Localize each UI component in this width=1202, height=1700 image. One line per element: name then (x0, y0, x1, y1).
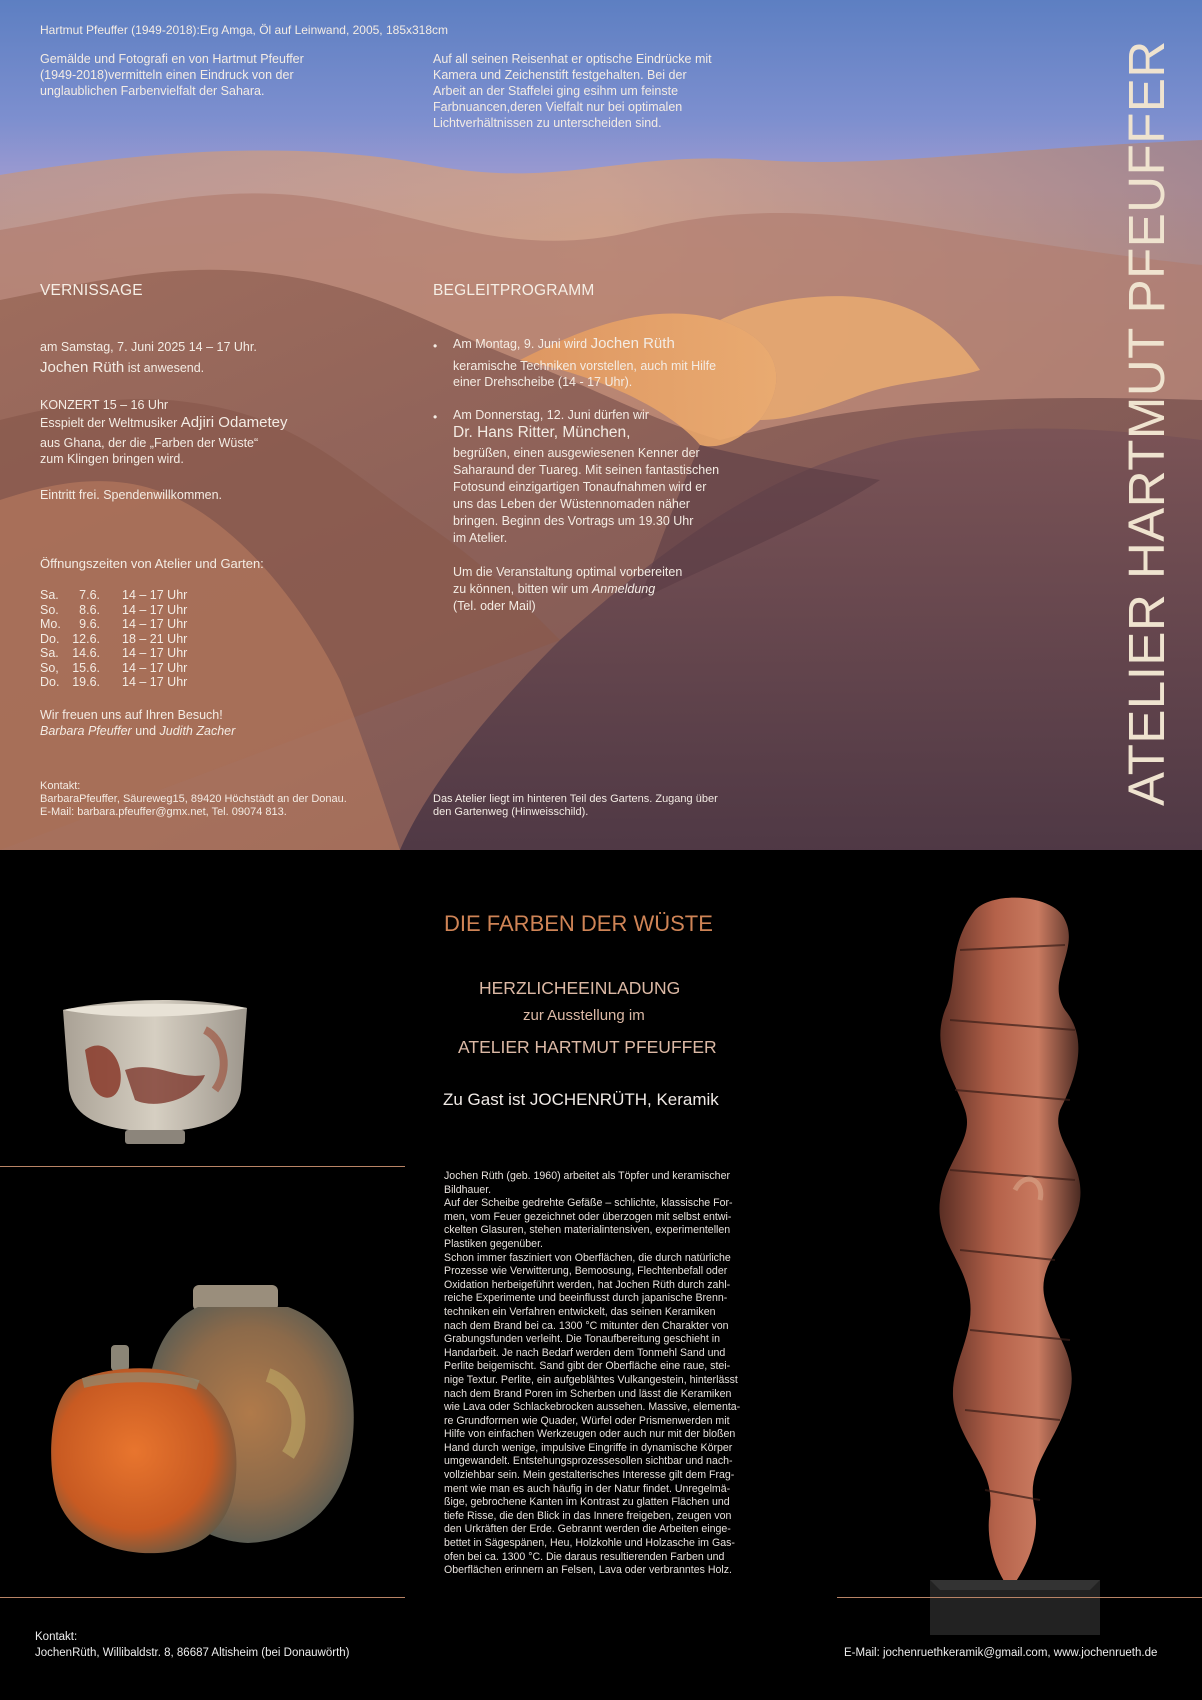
hours-date: 14.6. (72, 646, 100, 660)
bullet: • (433, 339, 438, 353)
opening-hours-row (40, 675, 187, 690)
hours-day: Sa. (40, 588, 59, 602)
hours-day: So. (40, 602, 59, 617)
divider-line (837, 1597, 1202, 1598)
vertical-atelier-title: ATELIER HARTMUT PFEUFFER (1118, 40, 1175, 806)
hours-time: 14 – 17 Uhr (122, 660, 188, 675)
hours-time: 14 – 17 Uhr (122, 602, 188, 617)
invitation-panel (0, 850, 1202, 1700)
divider-line (0, 1166, 405, 1167)
signature (40, 724, 235, 739)
biography-line: Prozesse wie Verwitterung, Bemoosung, Flechtenbefall oder (444, 1265, 728, 1278)
opening-hours-row (40, 632, 187, 647)
invitation-subline: zur Ausstellung im (523, 1007, 645, 1024)
program-artist-name: Jochen Rüth (590, 335, 675, 352)
bullet: • (433, 410, 438, 424)
hours-time: 18 – 21 Uhr (122, 631, 188, 646)
biography-line: Perlite beigemischt. Sand gibt der Oberfläche eine raue, stei- (444, 1360, 731, 1373)
vernissage-date: am Samstag, 7. Juni 2025 14 – 17 Uhr. (40, 340, 257, 354)
biography-line: ment wie man es auch häufig in der Natur findet. Unregelmä- (444, 1482, 731, 1495)
program-item-1-line: keramische Techniken vorstellen, auch mit Hilfe (453, 359, 717, 373)
tea-bowl-image (55, 990, 255, 1155)
biography-line: Auf der Scheibe gedrehte Gefäße – schlichte, klassische For- (444, 1197, 733, 1210)
hours-time: 14 – 17 Uhr (122, 646, 188, 660)
exhibition-title: DIE FARBEN DER WÜSTE (444, 911, 713, 936)
biography-line: Handarbeit. Je nach Bedarf werden dem Tonmehl Sand und (444, 1346, 726, 1359)
hours-date: 15.6. (72, 660, 100, 675)
concert-line: zum Klingen bringen wird. (40, 452, 184, 466)
biography-line: Jochen Rüth (geb. 1960) arbeitet als Töpfer und keramischer (444, 1170, 730, 1182)
location-note: Das Atelier liegt im hinteren Teil des Gartens. Zugang über (433, 793, 718, 805)
contact-line: E-Mail: barbara.pfeuffer@gmx.net, Tel. 09074 813. (40, 806, 287, 818)
entry-note: Eintritt frei. Spendenwillkommen. (40, 488, 223, 502)
biography-line: Hand durch wenige, impulsive Eingriffe in dynamische Körper (444, 1441, 733, 1454)
concert-line: aus Ghana, der die „Farben der Wüste“ (40, 436, 259, 450)
registration-note (453, 582, 655, 597)
hours-time: 14 – 17 Uhr (122, 588, 188, 602)
artist-biography (444, 1170, 774, 1578)
registration-note-text: zu können, bitten wir um (453, 582, 592, 596)
artist-present (40, 361, 204, 376)
contact-line: Kontakt: (40, 780, 81, 792)
program-item-2-line: Saharaund der Tuareg. Mit seinen fantastischen (453, 463, 720, 477)
intro-right-line: Lichtverhältnissen zu unterscheiden sind. (433, 116, 662, 130)
biography-line: reiche Experimente und beeinflusst durch japanische Brenn- (444, 1292, 728, 1305)
biography-line: ofen bei ca. 1300 °C. Die daraus resultierenden Farben und (444, 1550, 725, 1563)
email-website: E-Mail: jochenruethkeramik@gmail.com, www.jochenrueth.de (844, 1647, 1158, 1659)
contact-line: JochenRüth, Willibaldstr. 8, 86687 Altisheim (bei Donauwörth) (35, 1647, 350, 1659)
signature-and: und (131, 724, 160, 738)
hours-time: 14 – 17 Uhr (122, 675, 188, 689)
intro-left-line: unglaublichen Farbenvielfalt der Sahara. (40, 84, 265, 98)
atelier-name: ATELIER HARTMUT PFEUFFER (458, 1037, 717, 1057)
signer-name: Judith Zacher (159, 724, 236, 738)
concert-prefix: Esspielt der Weltmusiker (40, 416, 181, 430)
intro-right-line: Arbeit an der Staffelei ging esihm um feinste (433, 84, 679, 98)
hours-day: Do. (40, 631, 60, 646)
musician-name: Adjiri Odametey (180, 414, 288, 431)
concert-time: KONZERT 15 – 16 Uhr (40, 398, 169, 412)
program-item-2-line: bringen. Beginn des Vortrags um 19.30 Uhr (453, 514, 694, 528)
program-item-1-line: einer Drehscheibe (14 - 17 Uhr). (453, 375, 633, 389)
hours-day: Do. (40, 675, 60, 689)
biography-line: Grabungsfunden verleiht. Die Tonaufbereitung geschieht in (444, 1333, 721, 1346)
hours-day: Sa. (40, 646, 59, 660)
greeting: Wir freuen uns auf Ihren Besuch! (40, 708, 223, 722)
location-note: den Gartenweg (Hinweisschild). (433, 806, 589, 818)
biography-line: men, vom Feuer gezeichnet oder überzogen mit selbst entwi- (444, 1210, 732, 1223)
intro-right-line: Kamera und Zeichenstift festgehalten. Bei der (433, 68, 687, 82)
hours-day: Mo. (40, 617, 61, 631)
biography-line: Oxidation herbeigeführt werden, hat Jochen Rüth durch zahl- (444, 1278, 731, 1291)
artist-present-suffix: ist anwesend. (124, 361, 205, 375)
vernissage-heading: VERNISSAGE (40, 282, 143, 299)
opening-hours-row (40, 617, 187, 632)
biography-line: nige Textur. Perlite, ein aufgeblähtes Vulkangestein, hinterlässt (444, 1373, 738, 1386)
hours-day: So, (40, 660, 59, 675)
biography-line: ckelten Glasuren, stehen materialintensiven, experimentellen (444, 1224, 731, 1237)
contact-line: Kontakt: (35, 1631, 78, 1643)
registration-note: Um die Veranstaltung optimal vorbereiten (453, 565, 683, 579)
signer-name: Barbara Pfeuffer (40, 724, 132, 738)
program-item-2-line: uns das Leben der Wüstennomaden näher (453, 497, 690, 511)
hours-date: 12.6. (72, 631, 100, 646)
intro-right-line: Auf all seinen Reisenhat er optische Eindrücke mit (433, 52, 712, 66)
biography-line: Bildhauer. (444, 1183, 492, 1196)
lidded-jars-image (48, 1285, 368, 1560)
biography-line: ßige, gebrochene Kanten im Kontrast zu glatten Flächen und (444, 1496, 730, 1509)
speaker-name: Dr. Hans Ritter, München, (453, 424, 631, 441)
biography-line: Plastiken gegenüber. (444, 1237, 543, 1250)
intro-left-line: (1949-2018)vermitteln einen Eindruck von der (40, 68, 294, 82)
hours-date: 9.6. (79, 617, 100, 631)
program-item-1 (453, 337, 675, 352)
biography-line: techniken ein Verfahren entwickelt, das seinen Keramiken (444, 1305, 716, 1318)
biography-line: nach dem Brand Poren im Scherben und lässt die Keramiken (444, 1387, 732, 1400)
biography-line: umgewandelt. Entstehungsprozessesollen sichtbar und nach- (444, 1455, 733, 1468)
begleitprogramm-heading: BEGLEITPROGRAMM (433, 282, 595, 299)
ceramic-sculpture-image (915, 890, 1115, 1640)
invitation-heading: HERZLICHEEINLADUNG (479, 978, 681, 998)
opening-hours-heading: Öffnungszeiten von Atelier und Garten: (40, 556, 264, 571)
program-item-2-line: Am Donnerstag, 12. Juni dürfen wir (453, 408, 649, 422)
opening-hours-row (40, 661, 187, 676)
hours-date: 7.6. (79, 588, 100, 602)
hours-date: 8.6. (79, 602, 100, 617)
program-item-2-line: Fotosund einzigartigen Tonaufnahmen wird er (453, 480, 707, 494)
opening-hours-row (40, 603, 187, 618)
intro-left-line: Gemälde und Fotografi en von Hartmut Pfeuffer (40, 52, 304, 66)
opening-hours-table (40, 588, 187, 690)
painting-caption: Hartmut Pfeuffer (1949-2018):Erg Amga, Öl auf Leinwand, 2005, 185x318cm (40, 23, 449, 37)
guest-line: Zu Gast ist JOCHENRÜTH, Keramik (443, 1090, 719, 1109)
program-item-2-line: im Atelier. (453, 531, 508, 545)
contact-line: BarbaraPfeuffer, Säureweg15, 89420 Höchstädt an der Donau. (40, 793, 347, 805)
registration-emphasis: Anmeldung (591, 582, 656, 596)
concert-line (40, 416, 288, 431)
artist-name: Jochen Rüth (40, 359, 125, 376)
biography-line: den Urkräften der Erde. Gebrannt werden die Arbeiten einge- (444, 1523, 731, 1536)
biography-line: Oberflächen erinnern an Felsen, Lava oder verbranntes Holz. (444, 1564, 732, 1577)
opening-hours-row (40, 588, 187, 603)
hours-date: 19.6. (72, 675, 100, 689)
biography-line: re Grundformen wie Quader, Würfel oder Prismenwerden mit (444, 1414, 730, 1427)
biography-line: Hilfe von einfachen Werkzeugen oder auch nur mit der bloßen (444, 1428, 736, 1441)
opening-hours-row (40, 646, 187, 661)
divider-line (0, 1597, 405, 1598)
intro-right-line: Farbnuancen,deren Vielfalt nur bei optimalen (433, 100, 683, 114)
biography-line: nach dem Brand bei ca. 1300 °C mitunter den Charakter von (444, 1319, 729, 1332)
biography-line: wie Lava oder Schlackebrocken aussehen. Massive, elementa- (444, 1401, 741, 1414)
registration-note: (Tel. oder Mail) (453, 599, 536, 613)
hours-time: 14 – 17 Uhr (122, 617, 188, 631)
biography-line: tiefe Risse, die den Blick in das Innere freigeben, zeugen von (444, 1509, 732, 1522)
program-item-2-line: begrüßen, einen ausgewiesenen Kenner der (453, 446, 700, 460)
program-item-1-prefix: Am Montag, 9. Juni wird (453, 337, 591, 351)
biography-line: vollziehbar sein. Mein gestalterisches Interesse gilt dem Frag- (444, 1469, 735, 1482)
biography-line: bettet in Sägespänen, Heu, Holzkohle und Holzasche im Gas- (444, 1537, 735, 1550)
biography-line: Schon immer fasziniert von Oberflächen, die durch natürliche (444, 1251, 731, 1264)
